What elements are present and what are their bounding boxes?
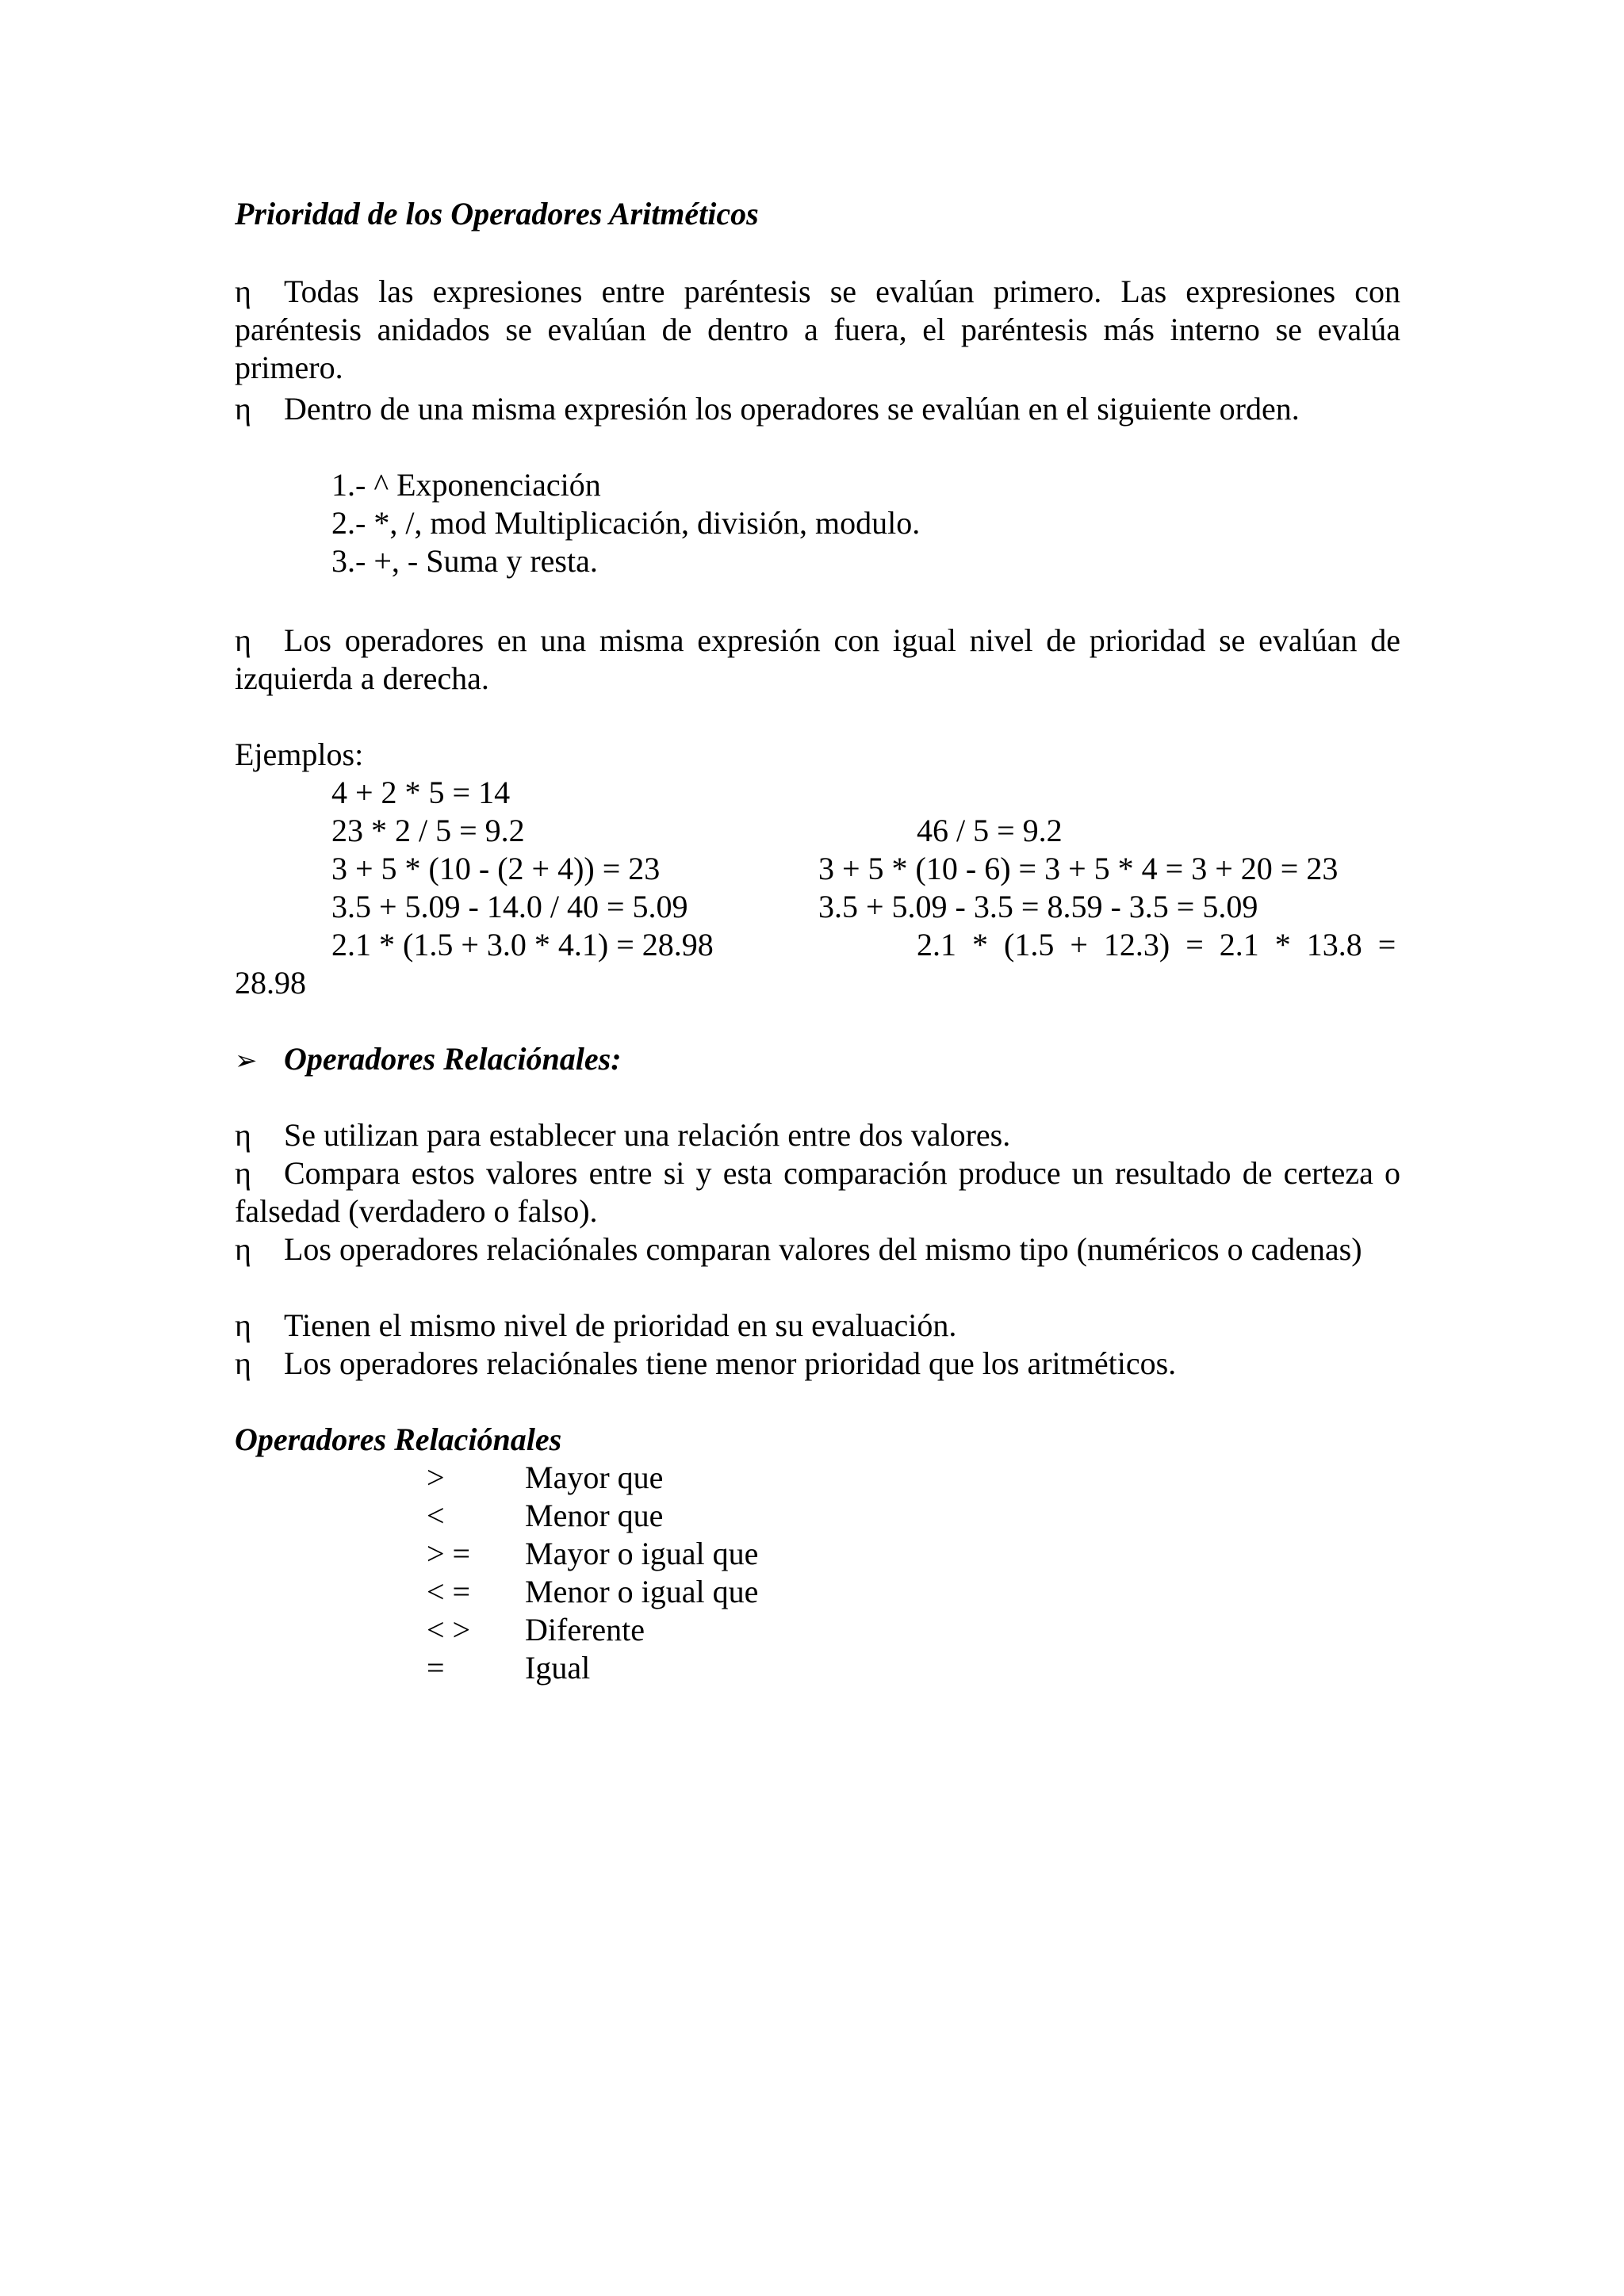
order-item-2: 2.- *, /, mod Multiplicación, división, modulo. (331, 505, 921, 541)
eta-bullet-icon: η (235, 1307, 251, 1343)
rel-bullet-text-5: Los operadores relaciónales tiene menor prioridad que los aritméticos. (284, 1345, 1177, 1381)
operator-symbol: = (427, 1650, 445, 1686)
rel-bullet-text-3: Los operadores relaciónales comparan valores del mismo tipo (numéricos o cadenas) (284, 1231, 1362, 1267)
bullet-paragraph-1 (235, 273, 1400, 387)
rel-bullet-2 (235, 1154, 1400, 1230)
rel-bullet-5 (235, 1345, 1176, 1383)
example-left-1: 4 + 2 * 5 = 14 (331, 775, 511, 810)
example-right-3: 3.5 + 5.09 - 3.5 = 8.59 - 3.5 = 5.09 (818, 889, 1258, 924)
eta-bullet-icon: η (235, 391, 251, 427)
rel-bullet-1 (235, 1116, 1010, 1154)
rel-bullet-4 (235, 1307, 956, 1345)
operator-symbol: < = (427, 1574, 471, 1609)
section-title-priority: Prioridad de los Operadores Aritméticos (235, 196, 759, 232)
bullet-text-1: Todas las expresiones entre paréntesis se evalúan primero. Las expresiones con paréntesis anidados se evalúan de dentro a fuera, el paréntesis más interno se evalúa primero. (235, 274, 1400, 385)
example-wrap: 28.98 (235, 965, 306, 1001)
example-left-5: 2.1 * (1.5 + 3.0 * 4.1) = 28.98 (331, 927, 714, 962)
order-item-1: 1.- ^ Exponenciación (331, 467, 601, 503)
arrow-bullet-icon: ➢ (235, 1045, 258, 1077)
eta-bullet-icon: η (235, 274, 251, 309)
examples-label: Ejemplos: (235, 737, 364, 772)
section-heading-relational (235, 1040, 622, 1080)
eta-bullet-icon: η (235, 1117, 251, 1153)
operator-symbol: < (427, 1498, 445, 1533)
operator-description: Menor o igual que (525, 1574, 759, 1609)
bullet-paragraph-3 (235, 622, 1400, 698)
operator-symbol: > = (427, 1536, 471, 1571)
rel-bullet-text-4: Tienen el mismo nivel de prioridad en su evaluación. (284, 1307, 957, 1343)
rel-bullet-text-2: Compara estos valores entre si y esta comparación produce un resultado de certeza o falsedad (verdadero o falso). (235, 1155, 1400, 1229)
section-heading-text: Operadores Relaciónales: (284, 1041, 622, 1077)
eta-bullet-icon: η (235, 1155, 251, 1191)
rel-bullet-text-1: Se utilizan para establecer una relación entre dos valores. (284, 1117, 1011, 1153)
rel-bullet-3 (235, 1230, 1400, 1269)
table-title: Operadores Relaciónales (235, 1422, 562, 1457)
example-left-4: 3.5 + 5.09 - 14.0 / 40 = 5.09 (331, 889, 688, 924)
example-left-3: 3 + 5 * (10 - (2 + 4)) = 23 (331, 851, 661, 886)
operator-symbol: > (427, 1460, 445, 1495)
operator-symbol: < > (427, 1612, 471, 1647)
order-item-3: 3.- +, - Suma y resta. (331, 543, 598, 579)
eta-bullet-icon: η (235, 1345, 251, 1381)
operator-description: Mayor o igual que (525, 1536, 759, 1571)
operator-description: Diferente (525, 1612, 645, 1647)
example-left-2: 23 * 2 / 5 = 9.2 (331, 813, 525, 848)
bullet-paragraph-2 (235, 390, 1300, 428)
eta-bullet-icon: η (235, 1231, 251, 1267)
example-right-1: 46 / 5 = 9.2 (917, 813, 1063, 848)
operator-description: Menor que (525, 1498, 664, 1533)
eta-bullet-icon: η (235, 622, 251, 658)
example-right-4: 2.1 * (1.5 + 12.3) = 2.1 * 13.8 = (917, 927, 1396, 962)
example-right-2: 3 + 5 * (10 - 6) = 3 + 5 * 4 = 3 + 20 = 23 (818, 851, 1339, 886)
operator-description: Mayor que (525, 1460, 664, 1495)
operator-description: Igual (525, 1650, 591, 1686)
bullet-text-3: Los operadores en una misma expresión con igual nivel de prioridad se evalúan de izquierda a derecha. (235, 622, 1400, 696)
bullet-text-2: Dentro de una misma expresión los operadores se evalúan en el siguiente orden. (284, 391, 1300, 427)
